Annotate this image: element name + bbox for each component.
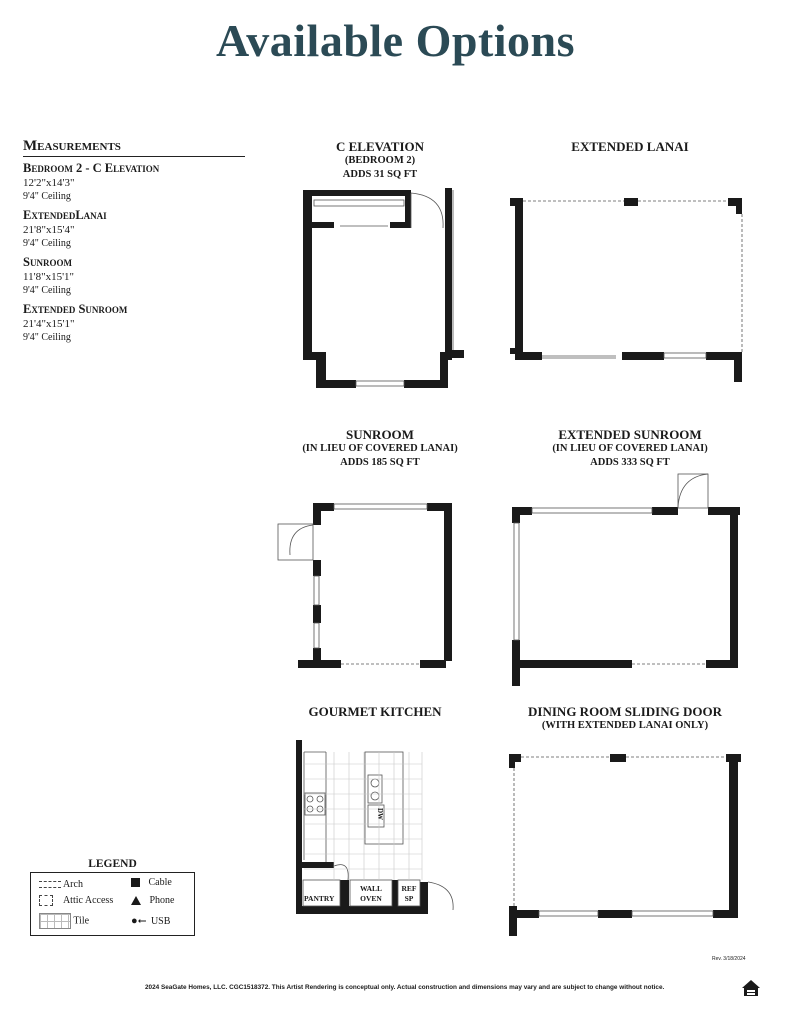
legend-arch <box>39 879 83 890</box>
room-ceiling: 9'4" Ceiling <box>23 332 71 343</box>
room-name: Bedroom 2 - C Elevation <box>23 161 160 175</box>
plan-subtitle: (IN LIEU OF COVERED LANAI) <box>302 443 458 454</box>
legend-cable-label: Cable <box>148 877 172 888</box>
legend-phone-label: Phone <box>149 895 175 906</box>
plan-title-main: DINING ROOM SLIDING DOOR <box>528 704 722 719</box>
arch-icon <box>39 881 61 888</box>
plan-title-main: GOURMET KITCHEN <box>308 704 442 719</box>
legend <box>30 858 195 936</box>
kitchen-label-oven: OVEN <box>360 894 382 903</box>
room-ceiling: 9'4" Ceiling <box>23 285 71 296</box>
revision-date: Rev. 3/18/2024 <box>712 956 746 962</box>
legend-cable <box>131 877 172 888</box>
kitchen-tile-grid <box>304 752 422 880</box>
plan-title-main: SUNROOM <box>346 427 414 442</box>
plan-area: ADDS 31 SQ FT <box>342 169 418 180</box>
legend-title: LEGEND <box>88 858 137 870</box>
plan-area: ADDS 185 SQ FT <box>340 457 420 468</box>
kitchen-label-pantry: PANTRY <box>304 894 335 903</box>
dining-sliding-plan <box>509 754 741 936</box>
room-dims: 21'4"x15'1" <box>23 318 75 330</box>
room-dims: 21'8"x15'4" <box>23 224 75 236</box>
plan-subtitle: (BEDROOM 2) <box>344 155 416 166</box>
tile-icon <box>39 913 71 929</box>
kitchen-label-wall-oven <box>352 884 390 904</box>
plan-title-main: EXTENDED LANAI <box>571 139 689 154</box>
room-name: Sunroom <box>23 255 72 269</box>
plan-title-main: EXTENDED SUNROOM <box>558 427 702 442</box>
page-title: Available Options <box>215 15 576 66</box>
plan-subtitle: (IN LIEU OF COVERED LANAI) <box>552 443 708 454</box>
kitchen-label-dw: DW <box>376 808 384 821</box>
legend-phone <box>131 895 175 906</box>
equal-housing-icon <box>740 978 762 1000</box>
plan-area: ADDS 333 SQ FT <box>590 457 670 468</box>
sunroom-plan <box>298 503 452 668</box>
attic-access-icon <box>39 895 53 906</box>
legend-box <box>30 872 195 936</box>
legend-attic-label: Attic Access <box>62 895 114 906</box>
plan-title-main: C ELEVATION <box>335 139 425 154</box>
room-dims: 11'8"x15'1" <box>23 271 75 283</box>
kitchen-label-wall: WALL <box>359 884 383 893</box>
extended-sunroom-plan <box>512 507 740 686</box>
c-elevation-plan <box>303 188 464 388</box>
measurements-heading: Measurements <box>23 138 245 157</box>
plan-subtitle: (WITH EXTENDED LANAI ONLY) <box>541 720 709 731</box>
kitchen-label-ref-2: SP <box>404 894 414 903</box>
extended-lanai-plan <box>510 198 742 382</box>
legend-tile-label: Tile <box>73 915 90 927</box>
cable-icon <box>131 878 140 887</box>
room-ceiling: 9'4" Ceiling <box>23 191 71 202</box>
room-ceiling: 9'4" Ceiling <box>23 238 71 249</box>
legend-usb-label: USB <box>150 916 171 927</box>
footer-disclaimer: 2024 SeaGate Homes, LLC. CGC1518372. This Artist Rendering is conceptual only. Actual construction and dimensions may vary and are subject to change without notice. <box>145 984 665 991</box>
kitchen-label-ref-1: REF <box>401 884 417 893</box>
room-name: Extended Sunroom <box>23 302 128 316</box>
legend-arch-label: Arch <box>62 879 83 890</box>
kitchen-label-ref <box>398 884 420 904</box>
room-name: ExtendedLanai <box>23 208 107 222</box>
usb-icon: ●⭠ <box>131 915 147 927</box>
legend-tile <box>39 913 89 929</box>
legend-attic <box>39 895 113 906</box>
legend-usb <box>131 915 170 928</box>
phone-icon <box>131 896 141 905</box>
room-dims: 12'2"x14'3" <box>23 177 75 189</box>
